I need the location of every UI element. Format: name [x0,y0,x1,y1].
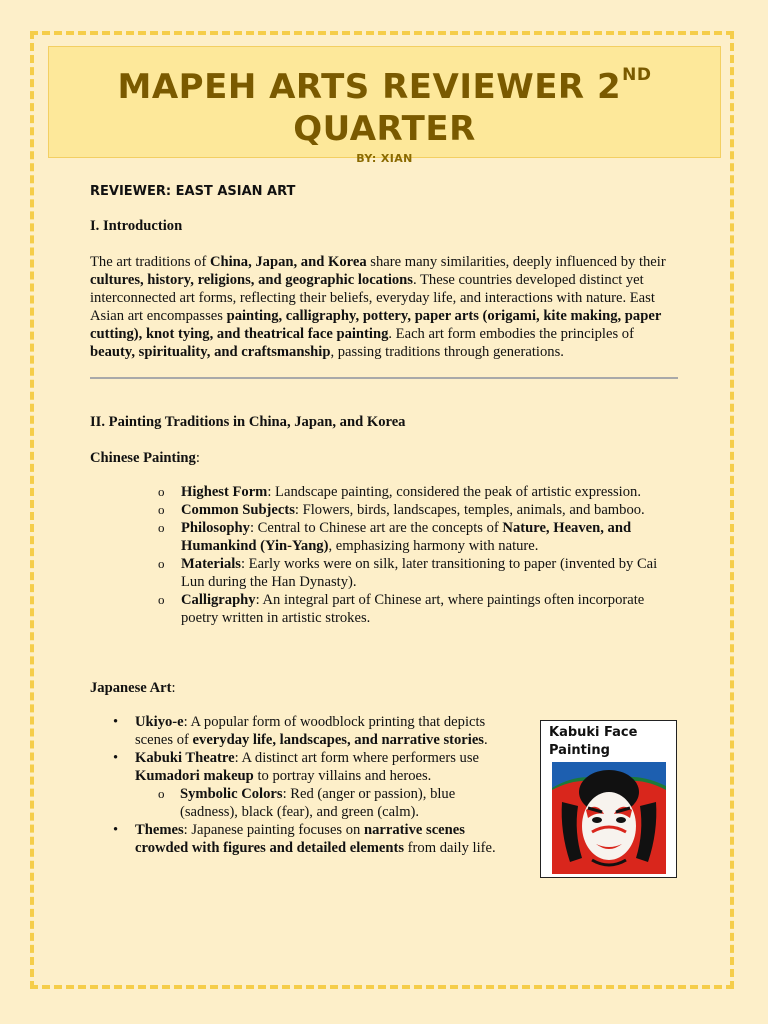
item-text: : Landscape painting, considered the peak of artistic expression. [267,484,641,500]
intro-bold: cultures, history, religions, and geographic locations [90,272,413,288]
item-bold: Kumadori makeup [135,768,254,784]
intro-text: The art traditions of [90,254,210,270]
item-text: , emphasizing harmony with nature. [328,538,539,554]
bullet-dot-icon: • [113,822,119,838]
eye-left [592,817,602,823]
item-text: from daily life. [404,840,496,856]
bullet-dot-icon: • [113,714,119,730]
page-title [49,54,720,150]
item-text: : An integral part of Chinese art, where paintings often incorporate poetry written in artistic strokes. [181,592,645,626]
item-text: to portray villains and heroes. [253,768,432,784]
byline: BY: XIAN [356,152,413,165]
bullet-marker: o [158,556,165,571]
item-term: Themes [135,822,184,838]
kabuki-face-image [552,762,666,874]
item-text: : Flowers, birds, landscapes, temples, animals, and bamboo. [294,502,645,518]
intro-text: . These countries developed distinct yet interconnected art forms, reflecting their beliefs, everyday life, and interactions with nature. East Asian art encompasses [90,272,655,324]
intro-paragraph [90,253,680,361]
item-bold: Nature, Heaven, and Humankind (Yin-Yang) [181,520,632,554]
list-item [158,501,680,519]
item-text: : Central to Chinese art are the concepts of [249,520,503,536]
intro-text: share many similarities, deeply influenced by their [366,254,666,270]
item-text: : Red (anger or passion), blue (sadness), black (fear), and green (calm). [180,786,456,820]
bullet-marker: o [158,592,165,607]
item-text: . [484,732,488,748]
item-term: Common Subjects [181,502,295,518]
list-item [113,713,510,749]
item-term: Symbolic Colors [180,786,283,802]
item-bold: everyday life, landscapes, and narrative stories [192,732,484,748]
item-text: : Japanese painting focuses on [183,822,365,838]
item-term: Materials [181,556,241,572]
list-item [158,591,680,627]
section2-heading: II. Painting Traditions in China, Japan, and Korea [90,414,406,430]
item-term: Kabuki Theatre [135,750,235,766]
intro-bold: beauty, spirituality, and craftsmanship [90,344,331,360]
title-line-2: QUARTER [293,109,476,149]
item-text: : Early works were on silk, later transitioning to paper (invented by Cai Lun during the Han Dynasty). [181,556,658,590]
title-banner [48,46,721,165]
figure-caption: Kabuki Face Painting [549,725,638,758]
bullet-marker: o [158,502,165,517]
bullet-marker: o [158,484,165,499]
list-item [113,821,510,857]
list-item [158,483,680,501]
japanese-list [90,713,510,857]
item-term: Ukiyo-e [135,714,184,730]
bullet-marker: o [158,520,165,535]
list-item [158,785,510,821]
item-bold: narrative scenes crowded with figures and detailed elements [135,822,465,856]
title-superscript: ND [622,65,652,85]
intro-bold: painting, calligraphy, pottery, paper arts (origami, kite making, paper cutting), knot tying, and theatrical face painting [90,308,662,342]
list-item [113,749,510,821]
intro-heading: I. Introduction [90,218,183,234]
intro-text: . Each art form embodies the principles of [388,326,634,342]
item-term: Highest Form [181,484,268,500]
japanese-heading-line: Japanese Art: [90,680,176,696]
kabuki-figure [540,720,677,878]
list-item [158,519,680,555]
title-text: MAPEH ARTS REVIEWER 2 [117,67,622,107]
item-text: : A distinct art form where performers use [234,750,479,766]
kabuki-sublist [135,785,510,821]
japanese-heading: Japanese Art [90,680,172,696]
item-term: Philosophy [181,520,250,536]
bullet-marker: o [158,786,165,801]
chinese-heading-line: Chinese Painting: [90,450,200,466]
bullet-dot-icon: • [113,750,119,766]
intro-bold: China, Japan, and Korea [209,254,367,270]
reviewer-heading: REVIEWER: EAST ASIAN ART [90,184,296,199]
item-text: : A popular form of woodblock printing that depicts scenes of [135,714,486,748]
eye-right [616,817,626,823]
chinese-list [90,483,680,627]
item-term: Calligraphy [181,592,256,608]
intro-text: , passing traditions through generations. [330,344,564,360]
list-item [158,555,680,591]
section-divider [90,377,678,379]
chinese-heading: Chinese Painting [90,450,196,466]
